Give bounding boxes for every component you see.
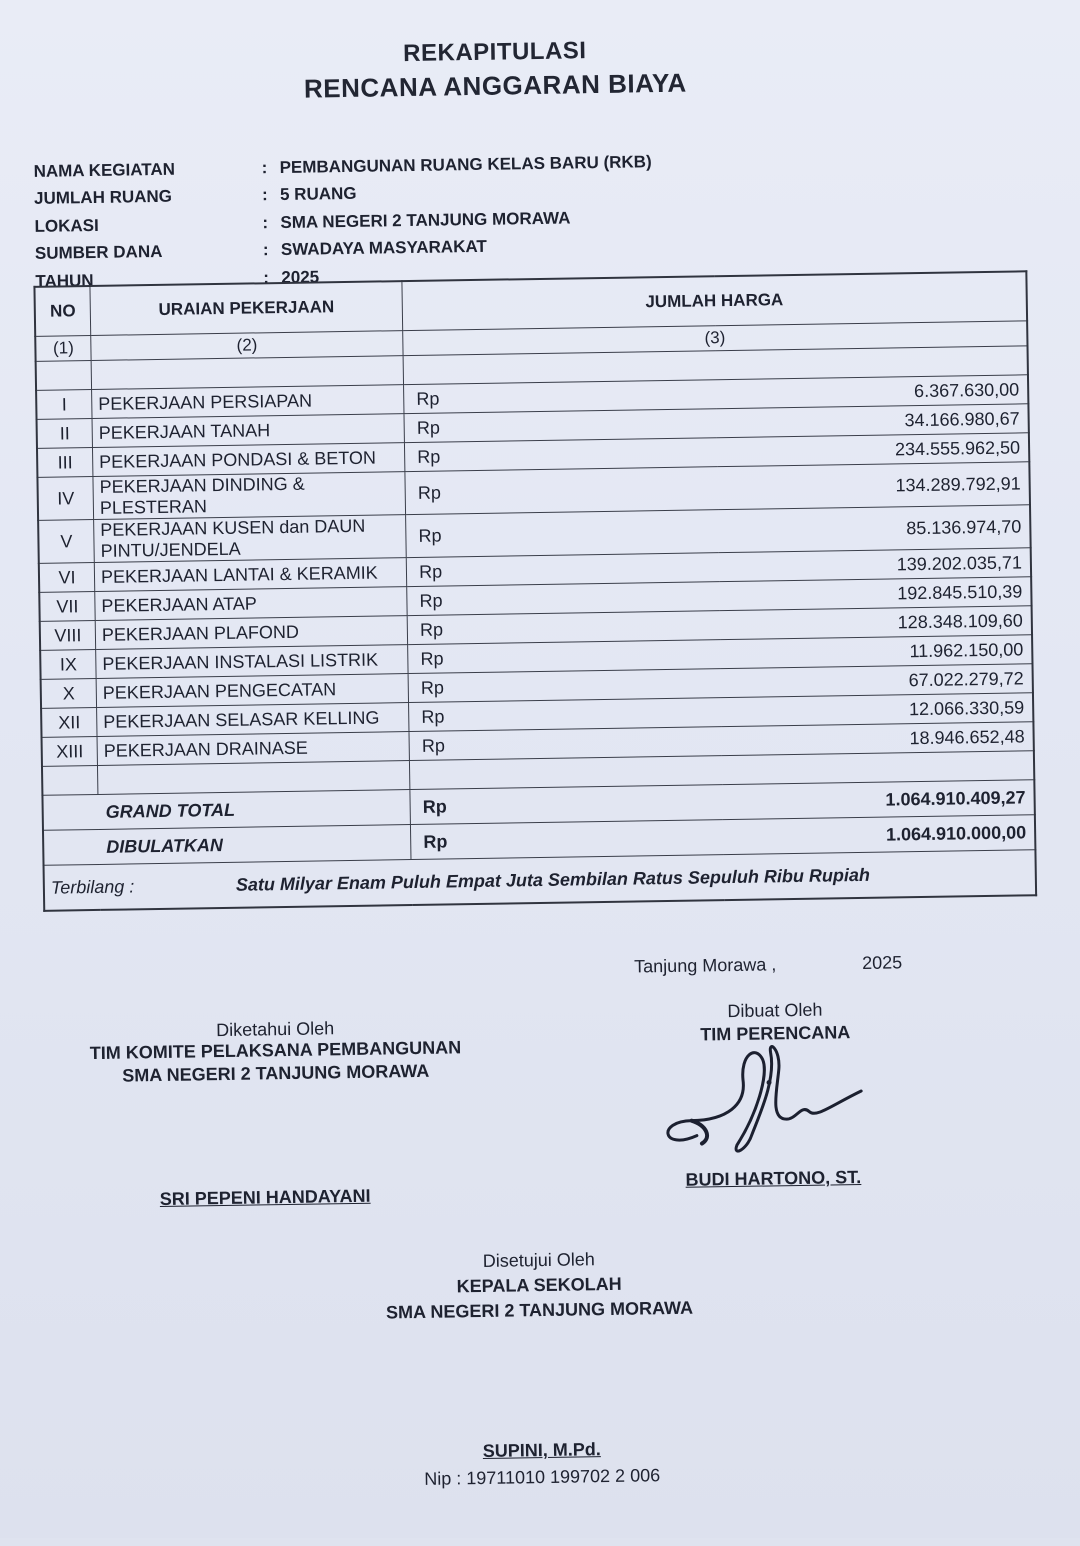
meta-colon: :	[262, 240, 269, 260]
row-amount: 18.946.652,48	[721, 722, 1034, 756]
row-amount: 85.136.974,70	[718, 505, 1031, 553]
row-number: V	[38, 519, 94, 563]
project-meta	[33, 148, 653, 295]
approval-block	[339, 1247, 740, 1324]
amount-in-words-label: Terbilang :	[50, 875, 135, 898]
col-price-header: JUMLAH HARGA	[402, 271, 1027, 330]
meta-colon: :	[262, 212, 269, 233]
row-number: VI	[39, 562, 95, 592]
row-amount: 12.066.330,59	[721, 693, 1034, 727]
row-description: PEKERJAAN SELASAR KELLING	[97, 703, 410, 737]
title-line-1: REKAPITULASI	[402, 37, 587, 68]
row-description: PEKERJAAN INSTALASI LISTRIK	[96, 645, 409, 679]
table-body	[36, 375, 1034, 767]
budget-table	[33, 267, 1037, 912]
row-amount: 128.348.109,60	[719, 606, 1032, 640]
place-date	[634, 952, 903, 977]
row-number: XII	[41, 707, 97, 737]
meta-value: SWADAYA MASYARAKAT	[280, 237, 487, 260]
row-number: IX	[40, 649, 96, 679]
row-amount: 139.202.035,71	[719, 548, 1032, 582]
col-desc-header: URAIAN PEKERJAAN	[90, 281, 403, 335]
amount-in-words-value: Satu Milyar Enam Puluh Empat Juta Sembilan Ratus Sepuluh Ribu Rupiah	[235, 864, 871, 895]
meta-value: 2025	[281, 267, 320, 287]
row-number: VIII	[40, 620, 96, 650]
currency-label: Rp	[405, 438, 718, 472]
currency-label: Rp	[408, 669, 721, 703]
currency-label: Rp	[406, 553, 719, 587]
signature-block-committee	[65, 1016, 486, 1088]
row-number: VII	[39, 591, 95, 621]
currency-label: Rp	[409, 727, 722, 761]
approval-org: SMA NEGERI 2 TANJUNG MORAWA	[385, 1297, 694, 1323]
row-amount: 67.022.279,72	[720, 664, 1033, 698]
principal-name: SUPINI, M.Pd.	[482, 1439, 601, 1461]
currency-label: Rp	[407, 582, 720, 616]
grand-total-label: GRAND TOTAL	[42, 790, 410, 831]
currency-label: Rp	[409, 698, 722, 732]
col-price-index: (3)	[403, 321, 1028, 356]
col-desc-index: (2)	[91, 331, 404, 361]
row-description: PEKERJAAN PLAFOND	[95, 616, 408, 650]
row-number: IV	[37, 476, 93, 520]
row-number: XIII	[42, 736, 98, 766]
row-amount: 192.845.510,39	[719, 577, 1032, 611]
row-description: PEKERJAAN KUSEN dan DAUN PINTU/JENDELA	[94, 515, 407, 563]
col-no-index: (1)	[35, 336, 91, 362]
col-no-header: NO	[34, 286, 90, 336]
row-number: X	[41, 678, 97, 708]
signature-caption: Diketahui Oleh	[215, 1018, 335, 1041]
row-number: III	[37, 447, 93, 477]
meta-key: TAHUN	[35, 270, 94, 291]
approval-role: KEPALA SEKOLAH	[456, 1273, 622, 1297]
row-description: PEKERJAAN DINDING & PLESTERAN	[93, 472, 406, 520]
meta-key: NAMA KEGIATAN	[33, 159, 176, 181]
meta-colon: :	[263, 267, 270, 288]
meta-colon: :	[261, 157, 268, 178]
rounded-total-value: 1.064.910.000,00	[723, 815, 1036, 855]
title-line-2: RENCANA ANGGARAN BIAYA	[303, 67, 687, 104]
handwritten-signature	[650, 1023, 882, 1177]
meta-key: SUMBER DANA	[34, 242, 163, 264]
row-amount: 6.367.630,00	[716, 375, 1029, 409]
currency-label: Rp	[406, 510, 719, 558]
row-description: PEKERJAAN PENGECATAN	[96, 674, 409, 708]
signature-caption: Dibuat Oleh	[727, 999, 823, 1022]
approval-caption: Disetujui Oleh	[482, 1249, 595, 1271]
currency-label: Rp	[405, 467, 718, 515]
signatory-name: BUDI HARTONO, ST.	[685, 1167, 862, 1190]
row-description: PEKERJAAN ATAP	[95, 587, 408, 621]
row-amount: 234.555.962,50	[717, 433, 1030, 467]
currency-label: Rp	[410, 785, 723, 825]
row-description: PEKERJAAN PONDASI & BETON	[92, 443, 405, 477]
row-number: I	[36, 390, 92, 420]
meta-key: LOKASI	[34, 215, 99, 236]
currency-label: Rp	[407, 611, 720, 645]
meta-value: 5 RUANG	[279, 184, 357, 205]
meta-value: SMA NEGERI 2 TANJUNG MORAWA	[280, 208, 571, 232]
signature-org: TIM KOMITE PELAKSANA PEMBANGUNAN	[89, 1037, 462, 1064]
meta-colon: :	[261, 185, 268, 205]
place-text: Tanjung Morawa ,	[634, 954, 777, 977]
approval-signatory	[342, 1437, 743, 1491]
year-text: 2025	[862, 952, 903, 973]
row-description: PEKERJAAN PERSIAPAN	[92, 385, 405, 419]
row-description: PEKERJAAN LANTAI & KERAMIK	[94, 558, 407, 592]
row-description: PEKERJAAN TANAH	[92, 414, 405, 448]
row-amount: 134.289.792,91	[717, 462, 1030, 510]
currency-label: Rp	[408, 640, 721, 674]
meta-key: JUMLAH RUANG	[33, 186, 173, 209]
row-amount: 34.166.980,67	[716, 404, 1029, 438]
signature-org: SMA NEGERI 2 TANJUNG MORAWA	[122, 1060, 430, 1086]
row-amount: 11.962.150,00	[720, 635, 1033, 669]
row-description: PEKERJAAN DRAINASE	[97, 732, 410, 766]
grand-total-value: 1.064.910.409,27	[722, 780, 1035, 820]
principal-nip: Nip : 19711010 199702 2 006	[424, 1465, 661, 1489]
row-number: II	[37, 419, 93, 449]
rounded-total-label: DIBULATKAN	[43, 825, 411, 866]
currency-label: Rp	[404, 409, 717, 443]
meta-value: PEMBANGUNAN RUANG KELAS BARU (RKB)	[279, 151, 652, 177]
signatory-name: SRI PEPENI HANDAYANI	[159, 1185, 371, 1210]
currency-label: Rp	[411, 820, 724, 860]
currency-label: Rp	[404, 380, 717, 414]
signature-org: TIM PERENCANA	[700, 1022, 851, 1045]
